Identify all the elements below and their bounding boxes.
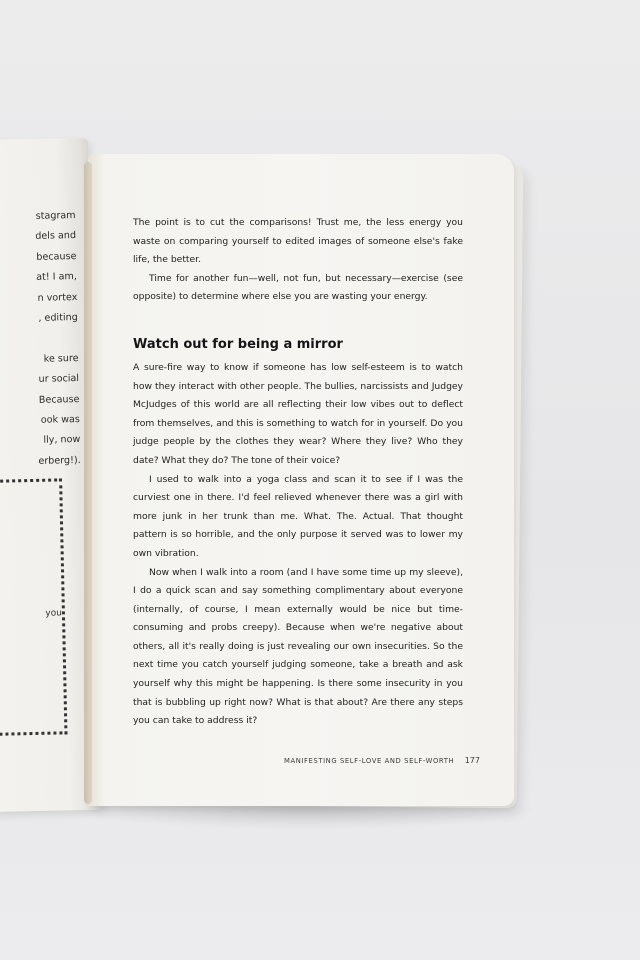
left-page-text (0, 206, 87, 473)
right-page-text (133, 214, 463, 731)
left-line: n vortex (37, 291, 78, 304)
left-line: , editing (38, 312, 78, 324)
left-line: ook was (40, 414, 80, 426)
page-number: 177 (464, 756, 480, 765)
section-heading: Watch out for being a mirror (133, 336, 343, 352)
left-line: Because (38, 393, 80, 406)
paragraph: Time for another fun—well, not fun, but necessary—exercise (see opposite) to determine where else you are wasting your energy. (133, 272, 463, 303)
left-line: lly, now (43, 434, 81, 447)
left-line: erberg!). (38, 454, 81, 467)
book-spine-edge (84, 162, 92, 804)
paragraph: A sure-fire way to know if someone has low self-esteem is to watch how they interact with other people. The bullies, narcissists and Judgey McJudges of this world are all reflecting their low vibes out to deflect from themselves, and this is something to watch for in yourself. Do you judge people by the clothes they wear? Where they live? Who they date? What they do? The tone of their voice? (133, 361, 463, 466)
box-text-fragment: you (45, 608, 63, 619)
left-line: dels and (35, 230, 77, 243)
left-line: stagram (35, 210, 76, 222)
running-footer: MANIFESTING SELF-LOVE AND SELF-WORTH (284, 756, 455, 765)
paragraph: Now when I walk into a room (and I have some time up my sleeve), I do a quick scan and say something complimentary about everyone (internally, of course, I mean externally would be nice but time-consuming and probs creepy). Because when we're negative about others, all it's really doing is just revealing our own insecurities. So the next time you catch yourself judging someone, take a breath and ask yourself why this might be happening. Is there some insecurity in you that is bubbling up right now? What is that about? Are there any steps you can take to address it? (133, 566, 463, 727)
left-line: ur social (38, 373, 80, 386)
left-line: because (36, 250, 77, 263)
page-footer (284, 756, 480, 765)
left-line: ke sure (43, 352, 79, 365)
paragraph: I used to walk into a yoga class and scan it to see if I was the curviest one in there. I'd feel relieved whenever there was a girl with more junk in her trunk than me. What. The. Actual. That thought pattern is so horrible, and the only purpose it served was to lower my own vibration. (133, 473, 463, 559)
left-line (0, 328, 84, 350)
paragraph: The point is to cut the comparisons! Trust me, the less energy you waste on comparing yourself to edited images of someone else's fake life, the better. (133, 217, 463, 266)
left-line: at! I am, (36, 271, 77, 284)
